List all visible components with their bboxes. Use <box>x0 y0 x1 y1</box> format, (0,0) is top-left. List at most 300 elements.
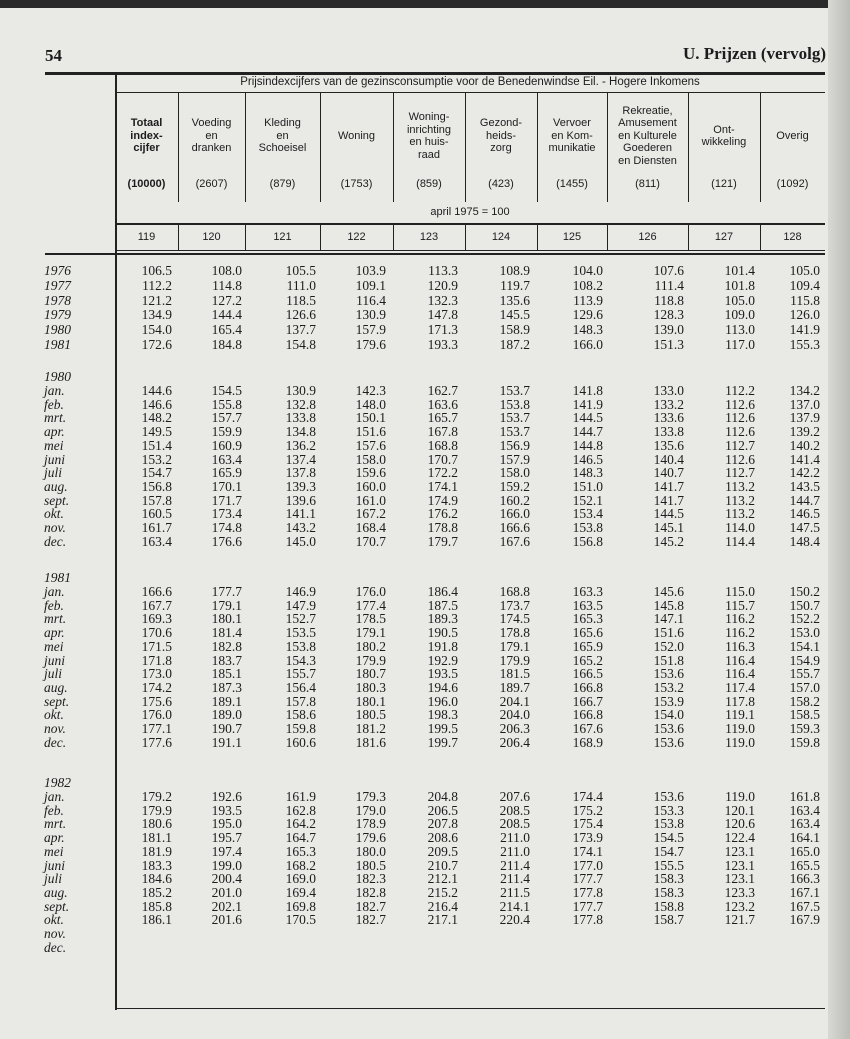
column-weight: (423) <box>488 178 514 190</box>
row-label: juli <box>44 465 63 481</box>
cell-value: 204.1 <box>499 693 530 709</box>
cell-value: 172.6 <box>141 337 172 352</box>
cell-value: 144.5 <box>572 410 603 426</box>
table-row <box>0 585 850 599</box>
cell-value: 195.7 <box>211 830 242 846</box>
cell-value: 211.0 <box>500 843 530 859</box>
cell-value: 212.1 <box>427 871 458 887</box>
row-label: 1978 <box>44 292 71 308</box>
cell-value: 144.6 <box>141 383 172 398</box>
column-weight: (1092) <box>776 178 809 190</box>
cell-value: 175.2 <box>572 802 603 818</box>
cell-value: 168.8 <box>499 584 530 599</box>
cell-value: 167.1 <box>789 884 820 900</box>
cell-value: 153.2 <box>653 679 684 695</box>
cell-value: 167.2 <box>355 506 386 522</box>
cell-value: 168.2 <box>285 857 316 873</box>
cell-value: 164.1 <box>789 830 820 846</box>
column-number: 122 <box>347 231 366 243</box>
table-row <box>0 308 850 322</box>
cell-value: 105.5 <box>285 263 316 278</box>
cell-value: 129.6 <box>572 307 603 323</box>
scan-edge <box>0 0 850 8</box>
cell-value: 170.5 <box>285 912 316 928</box>
cell-value: 185.1 <box>211 666 242 682</box>
cell-value: 108.2 <box>572 277 603 293</box>
cell-value: 211.4 <box>500 871 530 887</box>
table-row <box>0 667 850 681</box>
cell-value: 182.8 <box>355 884 386 900</box>
table-row <box>0 453 850 467</box>
column-header-line: munikatie <box>548 142 596 155</box>
cell-value: 145.6 <box>653 584 684 599</box>
cell-value: 154.1 <box>789 638 820 654</box>
row-label: juni <box>44 857 66 873</box>
cell-value: 161.9 <box>285 789 316 804</box>
cell-value: 136.2 <box>285 437 316 453</box>
cell-value: 181.4 <box>211 625 242 641</box>
cell-value: 160.9 <box>211 437 242 453</box>
row-label: aug. <box>44 884 68 900</box>
cell-value: 153.6 <box>653 721 684 736</box>
cell-value: 118.5 <box>286 292 316 308</box>
table-row <box>0 279 850 293</box>
column-header-line: Goederen <box>623 142 672 155</box>
cell-value: 191.1 <box>211 734 242 750</box>
column-header-line: inrichting <box>406 123 452 136</box>
column-header-line: en Kom- <box>551 129 593 142</box>
rule <box>115 92 825 93</box>
cell-value: 151.0 <box>572 478 603 494</box>
cell-value: 206.5 <box>427 802 458 818</box>
cell-value: 199.7 <box>427 734 458 750</box>
cell-value: 165.0 <box>789 843 820 859</box>
cell-value: 148.0 <box>355 396 386 412</box>
cell-value: 146.5 <box>572 451 603 467</box>
column-header <box>320 98 393 174</box>
cell-value: 176.6 <box>211 533 242 549</box>
cell-value: 153.8 <box>499 396 530 412</box>
cell-value: 119.0 <box>725 789 755 804</box>
cell-value: 180.1 <box>355 693 386 709</box>
cell-value: 160.2 <box>499 492 530 508</box>
cell-value: 197.4 <box>211 843 242 859</box>
table-row <box>0 494 850 508</box>
cell-value: 108.9 <box>499 263 530 278</box>
column-header <box>688 98 760 174</box>
table-row <box>0 264 850 278</box>
cell-value: 153.7 <box>499 410 530 426</box>
cell-value: 158.7 <box>653 912 684 928</box>
table-row <box>0 640 850 654</box>
table-row <box>0 886 850 900</box>
row-label: apr. <box>44 830 65 846</box>
column-header-line: Totaal <box>130 117 163 130</box>
cell-value: 169.3 <box>141 611 172 627</box>
row-label: sept. <box>44 898 70 914</box>
cell-value: 147.9 <box>285 597 316 613</box>
cell-value: 154.3 <box>285 652 316 668</box>
cell-value: 187.2 <box>499 337 530 352</box>
cell-value: 119.0 <box>725 721 755 736</box>
column-weight: (121) <box>711 178 737 190</box>
cell-value: 185.2 <box>141 884 172 900</box>
cell-value: 171.3 <box>427 322 458 338</box>
cell-value: 120.6 <box>724 816 755 832</box>
row-label: 1977 <box>44 277 71 293</box>
cell-value: 193.5 <box>427 666 458 682</box>
table-row <box>0 654 850 668</box>
column-header-line: Woning- <box>408 111 450 123</box>
cell-value: 112.7 <box>725 437 755 453</box>
cell-value: 153.8 <box>572 520 603 535</box>
cell-value: 141.8 <box>572 383 603 398</box>
cell-value: 116.4 <box>725 666 755 682</box>
row-label: 1979 <box>44 307 71 323</box>
cell-value: 155.5 <box>653 857 684 873</box>
cell-value: 113.9 <box>573 292 603 308</box>
cell-value: 115.7 <box>725 597 755 613</box>
cell-value: 211.0 <box>500 830 530 846</box>
cell-value: 134.2 <box>789 383 820 398</box>
cell-value: 163.3 <box>572 584 603 599</box>
column-header-line: dranken <box>191 142 232 155</box>
cell-value: 180.2 <box>355 638 386 654</box>
cell-value: 119.7 <box>500 277 530 293</box>
cell-value: 156.8 <box>141 478 172 494</box>
cell-value: 189.1 <box>211 693 242 709</box>
cell-value: 179.9 <box>141 802 172 818</box>
cell-value: 179.6 <box>355 830 386 846</box>
cell-value: 151.3 <box>653 337 684 352</box>
cell-value: 193.5 <box>211 802 242 818</box>
cell-value: 150.7 <box>789 597 820 613</box>
cell-value: 168.8 <box>427 437 458 453</box>
cell-value: 153.6 <box>653 666 684 682</box>
cell-value: 152.0 <box>653 638 684 654</box>
row-label: sept. <box>44 492 70 508</box>
table-row <box>0 845 850 859</box>
cell-value: 176.0 <box>141 707 172 723</box>
cell-value: 154.7 <box>141 465 172 481</box>
column-header-line: Vervoer <box>553 117 591 130</box>
cell-value: 123.1 <box>724 857 755 873</box>
cell-value: 139.6 <box>285 492 316 508</box>
cell-value: 156.9 <box>499 437 530 453</box>
cell-value: 114.4 <box>725 533 755 549</box>
header-divider <box>393 92 394 202</box>
cell-value: 192.6 <box>211 789 242 804</box>
cell-value: 176.2 <box>427 506 458 522</box>
cell-value: 114.8 <box>212 277 242 293</box>
column-header <box>537 98 607 174</box>
cell-value: 166.0 <box>572 337 603 352</box>
cell-value: 158.8 <box>653 898 684 914</box>
cell-value: 157.7 <box>211 410 242 426</box>
cell-value: 115.0 <box>725 584 755 599</box>
cell-value: 207.8 <box>427 816 458 832</box>
row-label: 1980 <box>44 322 71 338</box>
cell-value: 174.1 <box>572 843 603 859</box>
cell-value: 134.9 <box>141 307 172 323</box>
cell-value: 103.9 <box>355 263 386 278</box>
cell-value: 133.2 <box>653 396 684 412</box>
cell-value: 189.7 <box>499 679 530 695</box>
cell-value: 113.3 <box>428 263 458 278</box>
cell-value: 105.0 <box>724 292 755 308</box>
cell-value: 141.9 <box>572 396 603 412</box>
cell-value: 158.2 <box>789 693 820 709</box>
cell-value: 101.8 <box>724 277 755 293</box>
column-header-line: cijfer <box>133 142 160 155</box>
column-header-line: Rekreatie, <box>622 104 673 117</box>
header-divider <box>537 92 538 202</box>
row-label: okt. <box>44 707 64 723</box>
cell-value: 141.4 <box>789 451 820 467</box>
cell-value: 196.0 <box>427 693 458 709</box>
cell-value: 160.5 <box>141 506 172 522</box>
header-divider <box>760 225 761 250</box>
cell-value: 167.5 <box>789 898 820 914</box>
cell-value: 144.7 <box>572 424 603 440</box>
row-label: jan. <box>44 789 65 804</box>
cell-value: 116.4 <box>356 292 386 308</box>
cell-value: 106.5 <box>141 263 172 278</box>
cell-value: 111.4 <box>654 277 684 293</box>
cell-value: 177.6 <box>141 734 172 750</box>
cell-value: 170.7 <box>427 451 458 467</box>
cell-value: 140.2 <box>789 437 820 453</box>
header-divider <box>320 92 321 202</box>
cell-value: 173.9 <box>572 830 603 846</box>
cell-value: 163.6 <box>427 396 458 412</box>
cell-value: 178.9 <box>355 816 386 832</box>
row-label: okt. <box>44 506 64 522</box>
row-label: 1976 <box>44 263 71 278</box>
cell-value: 135.6 <box>499 292 530 308</box>
cell-value: 114.0 <box>725 520 755 535</box>
column-header-line: Woning <box>337 129 376 142</box>
cell-value: 157.6 <box>355 437 386 453</box>
cell-value: 154.5 <box>653 830 684 846</box>
column-number: 126 <box>638 231 657 243</box>
column-number: 119 <box>137 231 156 243</box>
cell-value: 166.0 <box>499 506 530 522</box>
cell-value: 210.7 <box>427 857 458 873</box>
cell-value: 123.1 <box>724 871 755 887</box>
cell-value: 182.8 <box>211 638 242 654</box>
row-label: juli <box>44 871 63 887</box>
column-weight: (811) <box>635 178 660 190</box>
cell-value: 154.0 <box>141 322 172 338</box>
cell-value: 158.0 <box>355 451 386 467</box>
cell-value: 123.2 <box>724 898 755 914</box>
cell-value: 181.6 <box>355 734 386 750</box>
column-header-line: wikkeling <box>701 136 747 148</box>
row-label: jan. <box>44 383 65 398</box>
cell-value: 104.0 <box>572 263 603 278</box>
cell-value: 165.2 <box>572 652 603 668</box>
cell-value: 161.8 <box>789 789 820 804</box>
cell-value: 119.1 <box>725 707 755 723</box>
cell-value: 120.1 <box>724 802 755 818</box>
cell-value: 169.4 <box>285 884 316 900</box>
row-label: dec. <box>44 734 67 750</box>
cell-value: 154.0 <box>653 707 684 723</box>
row-label: sept. <box>44 693 70 709</box>
cell-value: 211.5 <box>500 884 530 900</box>
cell-value: 166.6 <box>499 520 530 535</box>
cell-value: 190.7 <box>211 721 242 736</box>
cell-value: 180.1 <box>211 611 242 627</box>
rule <box>115 223 825 225</box>
cell-value: 112.6 <box>725 451 755 467</box>
table-top-rule <box>45 72 825 75</box>
cell-value: 189.0 <box>211 707 242 723</box>
table-row <box>0 425 850 439</box>
row-label: aug. <box>44 679 68 695</box>
cell-value: 193.3 <box>427 337 458 352</box>
column-header-line: Amusement <box>618 117 677 130</box>
cell-value: 171.8 <box>141 652 172 668</box>
table-row <box>0 626 850 640</box>
cell-value: 215.2 <box>427 884 458 900</box>
cell-value: 112.6 <box>725 424 755 440</box>
cell-value: 165.9 <box>211 465 242 481</box>
column-header-line: en Kulturele <box>618 129 677 142</box>
table-title: Prijsindexcijfers van de gezinsconsumptie voor de Benedenwindse Eil. - Hogere Inkomens <box>240 76 700 88</box>
cell-value: 143.2 <box>285 520 316 535</box>
cell-value: 137.0 <box>789 396 820 412</box>
row-label: mei <box>44 843 64 859</box>
cell-value: 165.7 <box>427 410 458 426</box>
cell-value: 109.4 <box>789 277 820 293</box>
cell-value: 157.8 <box>285 693 316 709</box>
cell-value: 117.8 <box>725 693 755 709</box>
table-row <box>0 927 850 941</box>
year-label: 1982 <box>44 775 71 790</box>
table-row <box>0 439 850 453</box>
table-row <box>0 323 850 337</box>
cell-value: 143.5 <box>789 478 820 494</box>
cell-value: 157.9 <box>355 322 386 338</box>
cell-value: 139.0 <box>653 322 684 338</box>
header-divider <box>760 92 761 202</box>
cell-value: 167.9 <box>789 912 820 928</box>
cell-value: 208.5 <box>499 802 530 818</box>
cell-value: 186.1 <box>141 912 172 928</box>
cell-value: 149.5 <box>141 424 172 440</box>
column-header-line: en huis- <box>409 136 449 148</box>
cell-value: 112.7 <box>725 465 755 481</box>
cell-value: 177.0 <box>572 857 603 873</box>
cell-value: 195.0 <box>211 816 242 832</box>
column-header <box>245 98 320 174</box>
column-header <box>115 98 178 174</box>
cell-value: 165.3 <box>572 611 603 627</box>
header-divider <box>245 225 246 250</box>
row-label: feb. <box>44 802 64 818</box>
column-number: 121 <box>273 231 292 243</box>
cell-value: 144.8 <box>572 437 603 453</box>
table-row <box>0 411 850 425</box>
cell-value: 183.7 <box>211 652 242 668</box>
row-label: juni <box>44 652 66 668</box>
column-header-line: Schoeisel <box>258 142 307 155</box>
cell-value: 150.2 <box>789 584 820 599</box>
cell-value: 148.3 <box>572 322 603 338</box>
column-header-line: Voeding <box>191 117 232 130</box>
cell-value: 211.4 <box>500 857 530 873</box>
cell-value: 179.2 <box>141 789 172 804</box>
cell-value: 208.6 <box>427 830 458 846</box>
cell-value: 187.3 <box>211 679 242 695</box>
column-header-line: en <box>276 129 289 142</box>
table-row <box>0 872 850 886</box>
cell-value: 140.7 <box>653 465 684 481</box>
row-label: mei <box>44 437 64 453</box>
cell-value: 209.5 <box>427 843 458 859</box>
column-number: 128 <box>783 231 802 243</box>
cell-value: 170.7 <box>355 533 386 549</box>
cell-value: 201.6 <box>211 912 242 928</box>
column-number: 123 <box>419 231 439 243</box>
cell-value: 165.6 <box>572 625 603 641</box>
cell-value: 116.2 <box>725 611 755 627</box>
cell-value: 113.2 <box>725 492 755 508</box>
cell-value: 200.4 <box>211 871 242 887</box>
row-label: mrt. <box>44 611 67 627</box>
row-label: feb. <box>44 597 64 613</box>
rule <box>45 253 825 255</box>
cell-value: 140.4 <box>653 451 684 467</box>
row-label: 1981 <box>44 337 71 352</box>
cell-value: 118.8 <box>654 292 684 308</box>
table-row <box>0 790 850 804</box>
cell-value: 117.0 <box>725 337 755 352</box>
cell-value: 113.2 <box>725 478 755 494</box>
cell-value: 216.4 <box>427 898 458 914</box>
column-header <box>393 98 465 174</box>
cell-value: 116.3 <box>725 638 755 654</box>
header-divider <box>465 92 466 202</box>
cell-value: 156.4 <box>285 679 316 695</box>
column-header <box>760 98 825 174</box>
cell-value: 191.8 <box>427 638 458 654</box>
cell-value: 133.6 <box>653 410 684 426</box>
column-header <box>178 98 245 174</box>
row-label: apr. <box>44 424 65 440</box>
column-header-line: heids- <box>486 129 516 142</box>
cell-value: 139.3 <box>285 478 316 494</box>
cell-value: 151.6 <box>653 625 684 641</box>
cell-value: 158.3 <box>653 871 684 887</box>
cell-value: 165.5 <box>789 857 820 873</box>
cell-value: 179.1 <box>355 625 386 641</box>
header-divider <box>607 225 608 250</box>
cell-value: 207.6 <box>499 789 530 804</box>
cell-value: 153.8 <box>285 638 316 654</box>
cell-value: 158.9 <box>499 322 530 338</box>
cell-value: 155.8 <box>211 396 242 412</box>
cell-value: 153.6 <box>653 789 684 804</box>
cell-value: 112.2 <box>142 277 172 293</box>
column-number: 120 <box>202 231 221 243</box>
cell-value: 163.4 <box>211 451 242 467</box>
cell-value: 133.8 <box>285 410 316 426</box>
cell-value: 174.5 <box>499 611 530 627</box>
cell-value: 144.4 <box>211 307 242 323</box>
